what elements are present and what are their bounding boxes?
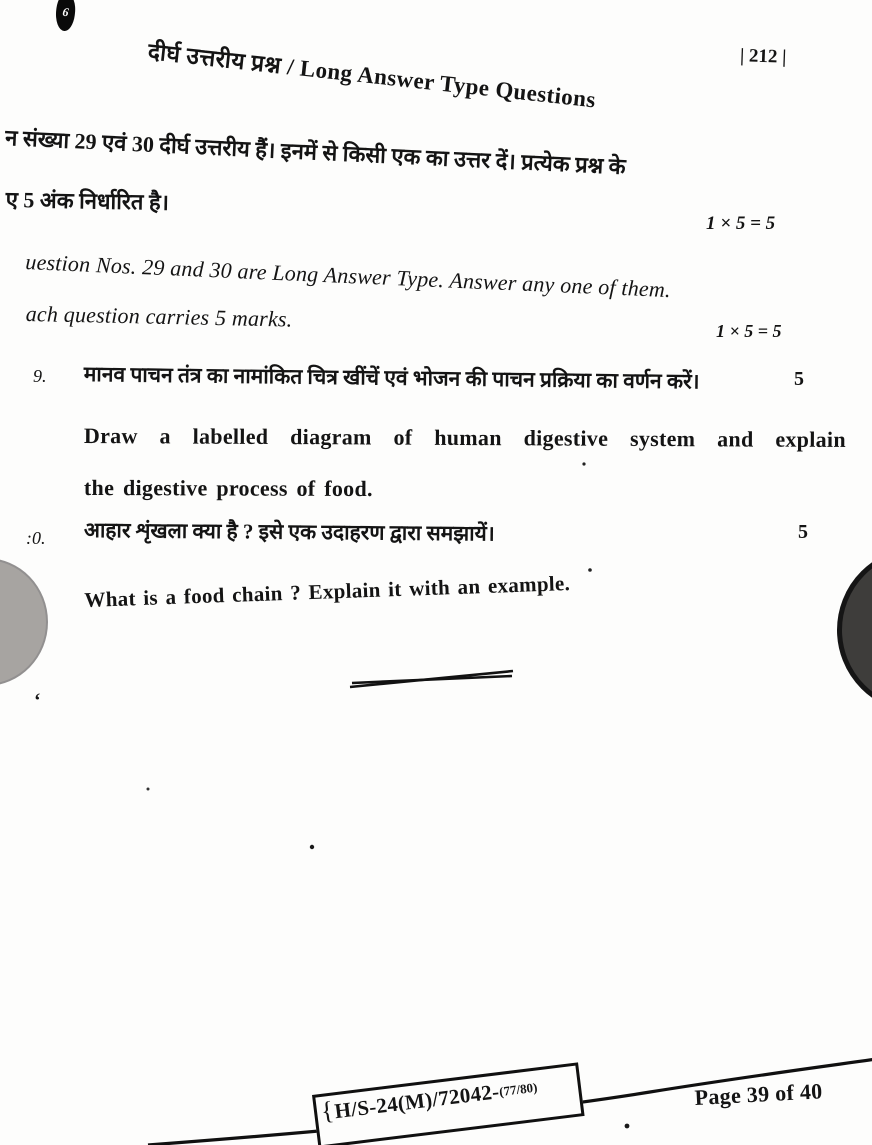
corner-ink-blob bbox=[54, 0, 77, 32]
paper-code-brace: { bbox=[319, 1095, 336, 1126]
punch-hole-left bbox=[0, 558, 48, 686]
question-29-english-line2: the digestive process of food. bbox=[83, 475, 373, 502]
scan-speck bbox=[310, 845, 314, 849]
end-rule-line-bottom bbox=[350, 671, 513, 687]
paper-code-box bbox=[312, 1062, 585, 1145]
question-29-number: 9. bbox=[33, 366, 47, 386]
question-30-number: :0. bbox=[26, 528, 46, 548]
page-indicator: Page 39 of 40 bbox=[694, 1078, 824, 1110]
scan-speck bbox=[588, 568, 592, 572]
stray-apostrophe-mark: ‘ bbox=[34, 690, 41, 712]
question-30-marks: 5 bbox=[798, 521, 808, 543]
booklet-page-ref: | 212 | bbox=[739, 45, 787, 68]
question-29-hindi: मानव पाचन तंत्र का नामांकित चित्र खींचें एवं भोजन की पाचन प्रक्रिया का वर्णन करें। bbox=[83, 361, 700, 394]
instruction-hindi-line1: न संख्या 29 एवं 30 दीर्घ उत्तरीय हैं। इनमें से किसी एक का उत्तर दें। प्रत्येक प्रश्न के bbox=[4, 124, 627, 180]
question-29-english-line1: Draw a labelled diagram of human digestive system and explain bbox=[83, 423, 846, 452]
marks-scheme-hindi: 1 × 5 = 5 bbox=[706, 213, 776, 234]
question-29-marks: 5 bbox=[794, 368, 804, 390]
marks-scheme-english: 1 × 5 = 5 bbox=[716, 321, 782, 341]
paper-code-text: H/S-24(M)/72042- bbox=[333, 1079, 501, 1124]
scan-speck bbox=[582, 462, 585, 465]
end-rule-line-top bbox=[352, 676, 512, 683]
scan-speck bbox=[147, 788, 150, 791]
punch-hole-right bbox=[837, 547, 872, 713]
question-30-english-line1: What is a food chain ? Explain it with an example. bbox=[84, 571, 571, 612]
instruction-english-line1: uestion Nos. 29 and 30 are Long Answer Type. Answer any one of them. bbox=[24, 249, 672, 303]
instruction-hindi-line2: ए 5 अंक निर्धारित है। bbox=[5, 186, 170, 215]
scan-speck bbox=[625, 1124, 630, 1129]
paper-code-suffix: (77/80) bbox=[498, 1079, 539, 1100]
instruction-english-line2: ach question carries 5 marks. bbox=[25, 301, 293, 332]
corner-mark-text: 6 bbox=[61, 4, 70, 20]
question-30-hindi: आहार शृंखला क्या है ? इसे एक उदाहरण द्वारा समझायें। bbox=[83, 517, 495, 546]
section-heading: दीर्घ उत्तरीय प्रश्न / Long Answer Type Questions bbox=[146, 38, 598, 113]
